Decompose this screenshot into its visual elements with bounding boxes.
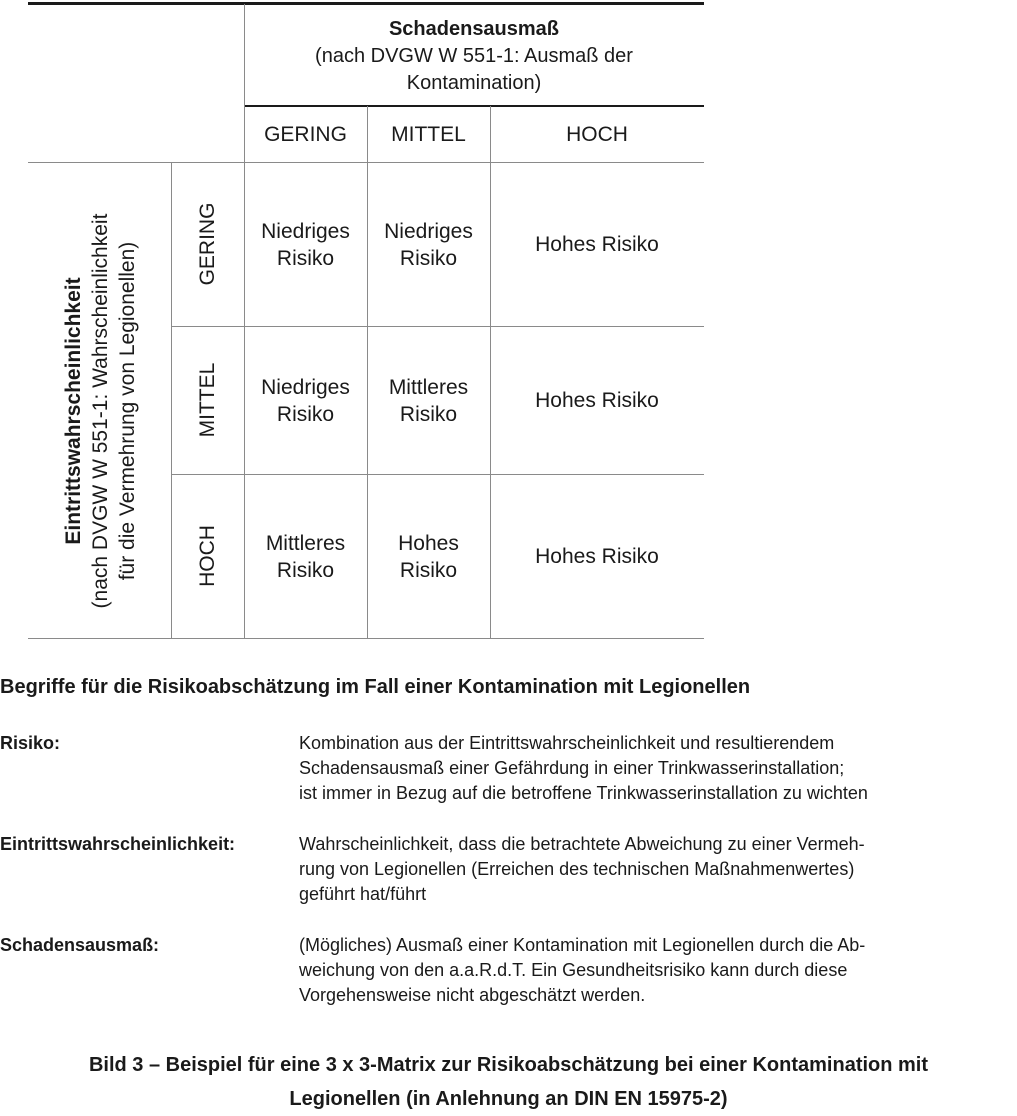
- risk-cell-line: Mittleres: [265, 531, 346, 555]
- row-label-divider: [171, 162, 172, 639]
- risk-cell-line: Risiko: [399, 246, 458, 270]
- top-rule: [28, 2, 704, 5]
- definition-eintrittswahrscheinlichkeit: [299, 832, 1004, 907]
- risk-cell: [490, 163, 704, 326]
- risk-cell: [490, 475, 704, 638]
- column-label-gering: GERING: [264, 123, 347, 146]
- risk-cell-line: Hohes Risiko: [535, 545, 659, 568]
- figure-caption-line-1: Bild 3 – Beispiel für eine 3 x 3-Matrix zur Risikoabschätzung bei einer Kontamination mit: [88, 1054, 929, 1076]
- definition-line: Wahrscheinlichkeit, dass die betrachtete Abweichung zu einer Vermeh-: [299, 834, 865, 854]
- column-header-title: Schadensausmaß: [388, 17, 560, 40]
- definition-line: ist immer in Bezug auf die betroffene Trinkwasserinstallation zu wichten: [299, 783, 868, 803]
- figure-caption: [0, 1048, 1017, 1116]
- row-header: [55, 173, 145, 649]
- risk-cell-line: Niedriges: [261, 375, 350, 399]
- term-risiko: Risiko:: [0, 733, 61, 753]
- column-label-mittel: MITTEL: [391, 123, 466, 146]
- definition-line: (Mögliches) Ausmaß einer Kontamination mit Legionellen durch die Ab-: [299, 935, 866, 955]
- column-header-subtitle-1: (nach DVGW W 551-1: Ausmaß der: [315, 44, 633, 67]
- definition-risiko: [299, 731, 1004, 806]
- row-header-title: Eintrittswahrscheinlichkeit: [61, 277, 85, 545]
- risk-matrix: [28, 0, 704, 640]
- row-header-subtitle-1: (nach DVGW W 551-1: Wahrscheinlichkeit: [88, 213, 112, 609]
- row-label-mittel: MITTEL: [196, 362, 219, 438]
- definition-line: weichung von den a.a.R.d.T. Ein Gesundheitsrisiko kann durch diese: [299, 960, 848, 980]
- column-header: [244, 12, 704, 100]
- figure-caption-line-2: Legionellen (in Anlehnung an DIN EN 15975-2): [289, 1088, 728, 1110]
- risk-cell-line: Risiko: [276, 402, 335, 426]
- row-label-gering: GERING: [196, 202, 219, 286]
- definition-line: Vorgehensweise nicht abgeschätzt werden.: [299, 985, 646, 1005]
- definition-line: Schadensausmaß einer Gefährdung in einer Trinkwasserinstallation;: [299, 758, 845, 778]
- terms-heading: Begriffe für die Risikoabschätzung im Fall einer Kontamination mit Legionellen: [0, 676, 751, 698]
- risk-cell: [244, 327, 367, 474]
- risk-cell: [367, 327, 490, 474]
- row-label-hoch: HOCH: [196, 525, 219, 587]
- risk-cell: [367, 475, 490, 638]
- term-eintrittswahrscheinlichkeit: Eintrittswahrscheinlichkeit:: [0, 834, 236, 854]
- risk-cell-line: Risiko: [399, 558, 458, 582]
- definition-line: Kombination aus der Eintrittswahrscheinlichkeit und resultierendem: [299, 733, 835, 753]
- column-header-subtitle-2: Kontamination): [406, 71, 542, 94]
- definition-schadensausmass: [299, 933, 1004, 1008]
- risk-cell-line: Hohes Risiko: [535, 233, 659, 256]
- risk-cell-line: Mittleres: [388, 375, 469, 399]
- risk-cell-line: Hohes: [398, 531, 459, 555]
- risk-cell-line: Risiko: [399, 402, 458, 426]
- risk-cell-line: Risiko: [276, 246, 335, 270]
- risk-cell-line: Niedriges: [384, 219, 473, 243]
- risk-cell-line: Risiko: [276, 558, 335, 582]
- row-header-subtitle-2: für die Vermehrung von Legionellen): [115, 241, 139, 581]
- risk-cell-line: Niedriges: [261, 219, 350, 243]
- risk-cell: [244, 475, 367, 638]
- definition-line: geführt hat/führt: [299, 884, 427, 904]
- risk-cell: [244, 163, 367, 326]
- definition-line: rung von Legionellen (Erreichen des technischen Maßnahmenwertes): [299, 859, 855, 879]
- risk-cell: [367, 163, 490, 326]
- risk-cell: [490, 327, 704, 474]
- risk-cell-line: Hohes Risiko: [535, 389, 659, 412]
- column-label-hoch: HOCH: [566, 123, 628, 146]
- term-schadensausmass: Schadensausmaß:: [0, 935, 160, 955]
